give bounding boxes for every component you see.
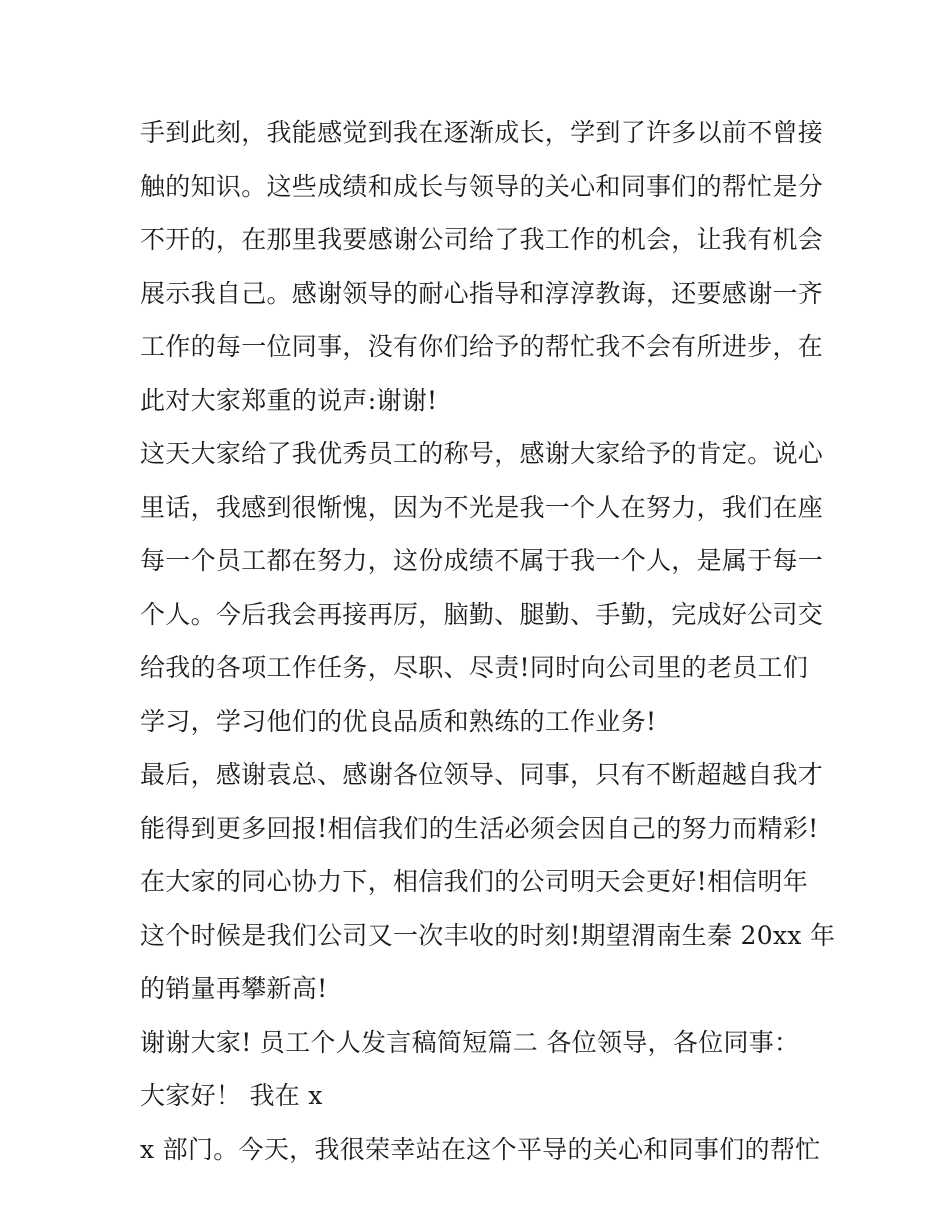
document-body bbox=[140, 106, 836, 1176]
text-line: 这个时候是我们公司又一次丰收的时刻!期望渭南生秦 20xx 年 bbox=[140, 920, 836, 950]
text-line: 个人。今后我会再接再厉，脑勤、腿勤、手勤，完成好公司交 bbox=[140, 599, 824, 629]
text-line: 在大家的同心协力下，相信我们的公司明天会更好!相信明年 bbox=[140, 867, 809, 896]
text-line: 能得到更多回报!相信我们的生活必须会因自己的努力而精彩! bbox=[140, 813, 819, 843]
text-line: 最后，感谢袁总、感谢各位领导、同事，只有不断超越自我才 bbox=[140, 760, 824, 789]
text-line: 谢谢大家! 员工个人发言稿简短篇二 各位领导，各位同事： bbox=[140, 1027, 800, 1057]
text-line: 此对大家郑重的说声:谢谢! bbox=[140, 385, 438, 415]
text-line: 不开的，在那里我要感谢公司给了我工作的机会，让我有机会 bbox=[140, 225, 824, 254]
text-line: 里话，我感到很惭愧，因为不光是我一个人在努力，我们在座 bbox=[140, 492, 824, 522]
text-line: 手到此刻，我能感觉到我在逐渐成长，学到了许多以前不曾接 bbox=[140, 118, 824, 147]
text-line: 触的知识。这些成绩和成长与领导的关心和同事们的帮忙是分 bbox=[140, 171, 824, 201]
text-line: 每一个员工都在努力，这份成绩不属于我一个人，是属于每一 bbox=[140, 546, 824, 575]
text-line: 这天大家给了我优秀员工的称号，感谢大家给予的肯定。说心 bbox=[140, 439, 824, 468]
text-line: 工作的每一位同事，没有你们给予的帮忙我不会有所进步，在 bbox=[140, 332, 824, 361]
text-line: 的销量再攀新高! bbox=[140, 974, 328, 1003]
text-line: x 部门。今天，我很荣幸站在这个平导的关心和同事们的帮忙 bbox=[140, 1134, 821, 1164]
text-line: 展示我自己。感谢领导的耐心指导和淳淳教诲，还要感谢一齐 bbox=[140, 278, 824, 308]
text-line: 给我的各项工作任务，尽职、尽责!同时向公司里的老员工们 bbox=[140, 653, 809, 682]
text-line: 学习，学习他们的优良品质和熟练的工作业务! bbox=[140, 706, 657, 736]
text-line: 大家好！ 我在 x bbox=[140, 1081, 323, 1110]
